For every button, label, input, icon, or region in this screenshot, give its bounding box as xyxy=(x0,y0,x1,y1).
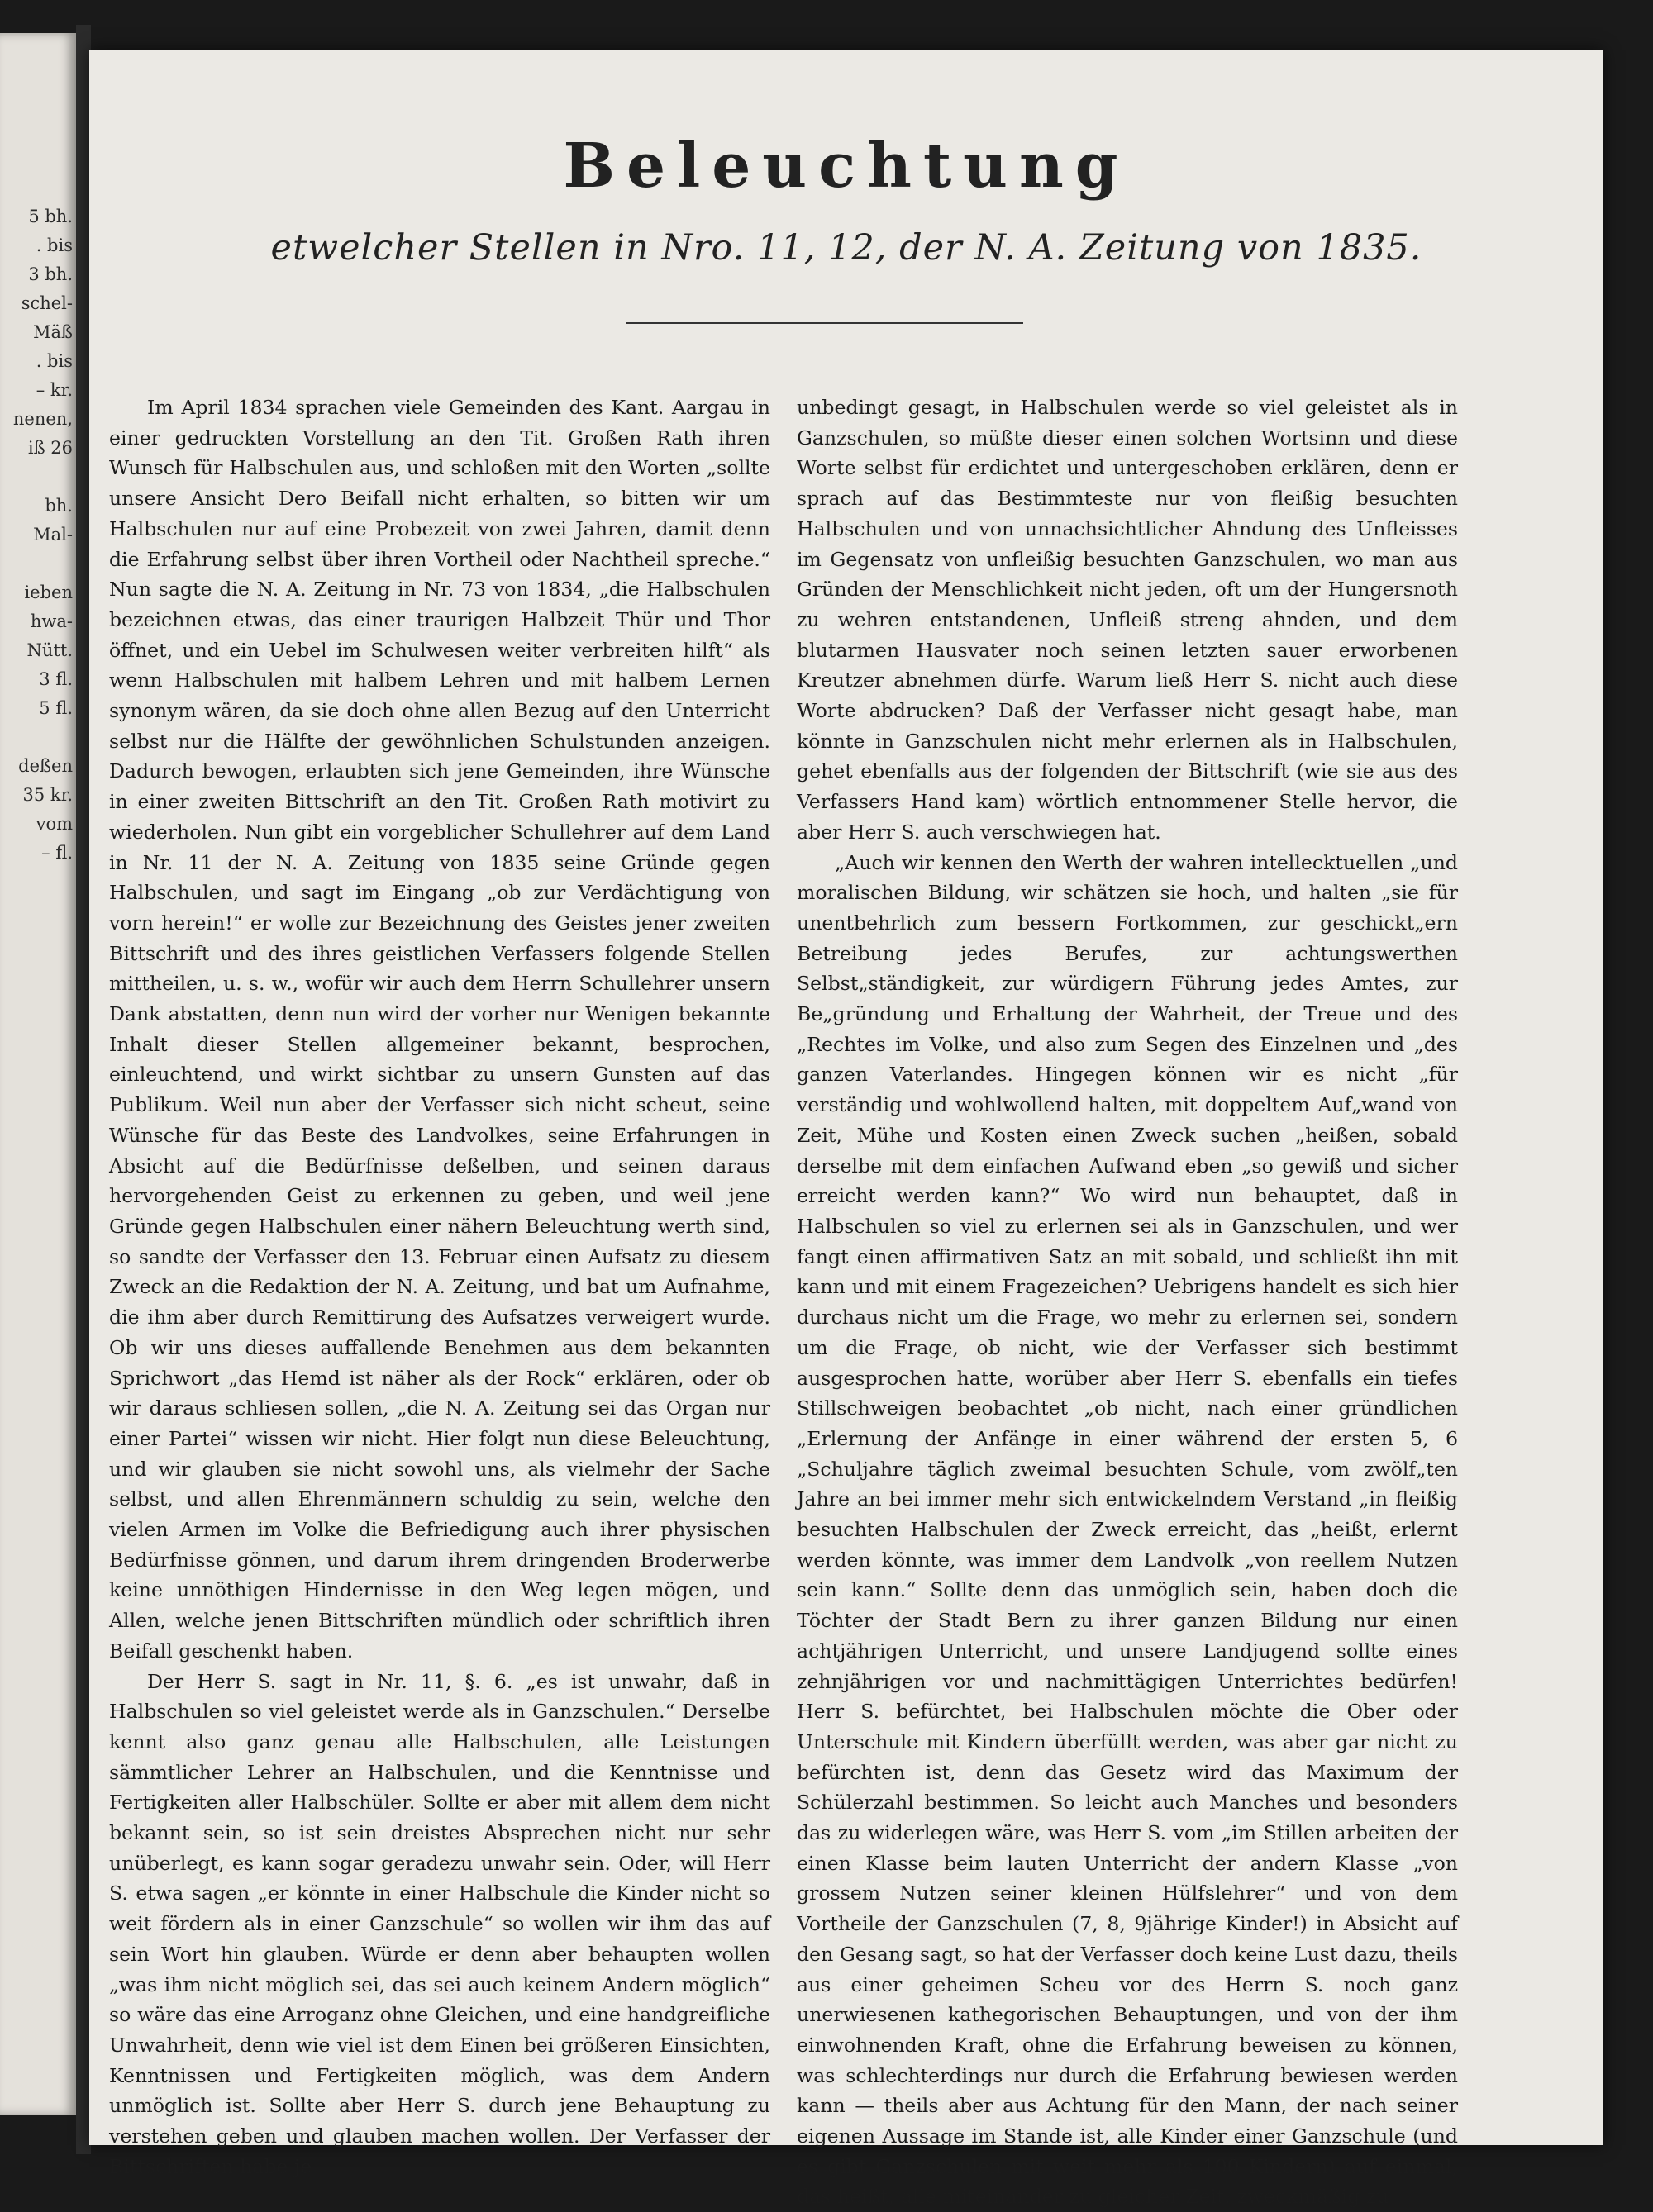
margin-snippet xyxy=(2,463,73,492)
right-paragraph-1: unbedingt gesagt, in Halbschulen werde so viel geleistet als in Ganzschulen, so müßte dieser einen solchen Wortsinn und diese Worte selbst für erdichtet und untergeschoben erklären, denn er sprach auf das Bestimmteste nur von fleißig besuchten Halbschulen und von unnachsichtlicher Ahndung des Unfleisses im Gegensatz von unfleißig besuchten Ganzschulen, wo man aus Gründen der Menschlichkeit nicht jeden, oft um der Hungersnoth zu wehren entstandenen, Unfleiß streng ahnden, und dem blutarmen Hausvater noch seinen letzten sauer erworbenen Kreutzer abnehmen dürfe. Warum ließ Herr S. nicht auch diese Worte abdrucken? Daß der Verfasser nicht gesagt habe, man könnte in Ganzschulen nicht mehr erlernen als in Halbschulen, gehet ebenfalls aus der folgenden der Bittschrift (wie sie aus des Verfassers Hand kam) wörtlich entnommener Stelle hervor, die aber Herr S. auch verschwiegen hat. xyxy=(797,396,1458,844)
right-column xyxy=(797,392,1458,2209)
left-column xyxy=(109,392,770,2178)
margin-snippet: 35 kr. xyxy=(22,785,73,805)
page-title: Beleuchtung xyxy=(563,131,1130,202)
margin-snippet: – kr. xyxy=(36,380,73,400)
margin-snippet: nenen, xyxy=(12,409,73,429)
margin-snippet: Mal- xyxy=(33,525,73,545)
margin-snippet: 5 fl. xyxy=(39,698,73,718)
adjacent-page-edge xyxy=(0,33,76,2115)
left-paragraph-2: Der Herr S. sagt in Nr. 11, §. 6. „es ist unwahr, daß in Halbschulen so viel geleistet werde als in Ganzschulen.“ Derselbe kennt also ganz genau alle Halbschulen, alle Leistungen sämmtlicher Lehrer an Halbschulen, und die Kenntnisse und Fertigkeiten aller Halbschüler. Sollte er aber mit allem dem nicht bekannt sein, so ist sein dreistes Absprechen nicht nur sehr unüberlegt, es kann sogar geradezu unwahr sein. Oder, will Herr S. etwa sagen „er könnte in einer Halbschule die Kinder nicht so weit fördern als in einer Ganzschule“ so wollen wir ihm das auf sein Wort hin glauben. Würde er denn aber behaupten wollen „was ihm nicht möglich sei, das sei auch keinem Andern möglich“ so wäre das eine Arroganz ohne Gleichen, und eine handgreifliche Unwahrheit, denn wie viel ist dem Einen bei größeren Einsichten, Kenntnissen und Fertigkeiten möglich, was dem Andern unmöglich ist. Sollte aber Herr S. durch jene Behauptung zu verstehen geben und glauben machen wollen. Der Verfasser der Bittschriften habe je xyxy=(109,1669,770,2178)
margin-snippet: schel- xyxy=(21,293,73,313)
adjacent-page-snippets xyxy=(2,202,73,868)
margin-snippet: bh. xyxy=(45,496,73,516)
margin-snippet: . bis xyxy=(36,235,73,255)
margin-snippet: 3 fl. xyxy=(39,669,73,689)
margin-snippet: ieben xyxy=(24,583,73,602)
margin-snippet: Nütt. xyxy=(26,640,73,660)
margin-snippet: Mäß xyxy=(32,322,73,342)
title-divider xyxy=(626,322,1023,324)
margin-snippet: . bis xyxy=(36,351,73,371)
margin-snippet xyxy=(2,723,73,752)
margin-snippet xyxy=(2,549,73,578)
left-paragraph-1: Im April 1834 sprachen viele Gemeinden des Kant. Aargau in einer gedruckten Vorstellung an den Tit. Großen Rath ihren Wunsch für Halbschulen aus, und schloßen mit den Worten „sollte unsere Ansicht Dero Beifall nicht erhalten, so bitten wir um Halbschulen nur auf eine Probezeit von zwei Jahren, damit denn die Erfahrung selbst über ihren Vortheil oder Nachtheil spreche.“ Nun sagte die N. A. Zeitung in Nr. 73 von 1834, „die Halbschulen bezeichnen etwas, das einer traurigen Halbzeit Thür und Thor öffnet, und ein Uebel im Schulwesen weiter verbreiten hilft“ als wenn Halbschulen mit halbem Lehren und mit halbem Lernen synonym wären, da sie doch ohne allen Bezug auf den Unterricht selbst nur die Hälfte der gewöhnlichen Schulstunden anzeigen. Dadurch bewogen, erlaubten sich jene Gemeinden, ihre Wünsche in einer zweiten Bittschrift an den Tit. Großen Rath motivirt zu wiederholen. Nun gibt ein vorgeblicher Schullehrer auf dem Land in Nr. 11 der N. A. Zeitung von 1835 seine Gründe gegen Halbschulen, und sagt im Eingang „ob zur Verdächtigung von vorn herein!“ er wolle zur Bezeichnung des Geistes jener zweiten Bittschrift und des ihres geistlichen Verfassers folgende Stellen mittheilen, u. s. w., wofür wir auch dem Herrn Schullehrer unsern Dank abstatten, denn nun wird der vorher nur Wenigen bekannte Inhalt dieser Stellen allgemeiner bekannt, besprochen, einleuchtend, und wirkt sichtbar zu unsern Gunsten auf das Publikum. Weil nun aber der Verfasser sich nicht scheut, seine Wünsche für das Beste des Landvolkes, seine Erfahrungen in Absicht auf die Bedürfnisse deßelben, und seinen daraus hervorgehenden Geist zu erkennen zu geben, und weil jene Gründe gegen Halbschulen einer nähern Beleuchtung werth sind, so sandte der Verfasser den 13. Februar einen Aufsatz zu diesem Zweck an die Redaktion der N. A. Zeitung, und bat um Aufnahme, die ihm aber durch Remittirung des Aufsatzes verweigert wurde. Ob wir uns dieses auffallende Benehmen aus dem bekannten Sprichwort „das Hemd ist näher als der Rock“ erklären, oder ob wir daraus schliesen sollen, „die N. A. Zeitung sei das Organ nur einer Partei“ wissen wir nicht. Hier folgt nun diese Beleuchtung, und wir glauben sie nicht sowohl uns, als vielmehr der Sache selbst, und allen Ehrenmännern schuldig zu sein, welche den vielen Armen im Volke die Befriedigung auch ihrer physischen Bedürfnisse gönnen, und darum ihrem dringenden Broderwerbe keine unnöthigen Hindernisse in den Weg legen mögen, und Allen, welche jenen Bittschriften mündlich oder schriftlich ihren Beifall geschenkt haben. xyxy=(109,396,770,1663)
margin-snippet: iß 26 xyxy=(27,438,73,458)
margin-snippet: hwa- xyxy=(30,611,73,631)
newspaper-page xyxy=(89,50,1603,2209)
page-subtitle: etwelcher Stellen in Nro. 11, 12, der N. A. Zeitung von 1835. xyxy=(270,227,1422,269)
margin-snippet: 5 bh. xyxy=(28,207,73,226)
margin-snippet: 3 bh. xyxy=(28,264,73,284)
margin-snippet: vom xyxy=(36,814,73,834)
margin-snippet: deßen xyxy=(18,756,73,776)
margin-snippet: – fl. xyxy=(41,843,73,863)
right-paragraph-2: „Auch wir kennen den Werth der wahren intellecktuellen „und moralischen Bildung, wir schätzen sie hoch, und halten „sie für unentbehrlich zum bessern Fortkommen, zur geschickt„ern Betreibung jedes Berufes, zur achtungswerthen Selbst„ständigkeit, zur würdigern Führung jedes Amtes, zur Be„gründung und Erhaltung der Wahrheit, der Treue und des „Rechtes im Volke, und also zum Segen des Einzelnen und „des ganzen Vaterlandes. Hingegen können wir es nicht „für verständig und wohlwollend halten, mit doppeltem Auf„wand von Zeit, Mühe und Kosten einen Zweck suchen „heißen, sobald derselbe mit dem einfachen Aufwand eben „so gewiß und sicher erreicht werden kann?“ Wo wird nun behauptet, daß in Halbschulen so viel zu erlernen sei als in Ganzschulen, und wer fangt einen affirmativen Satz an mit sobald, und schließt ihn mit kann und mit einem Fragezeichen? Uebrigens handelt es sich hier durchaus nicht um die Frage, wo mehr zu erlernen sei, sondern um die Frage, ob nicht, wie der Verfasser sich bestimmt ausgesprochen hatte, worüber aber Herr S. ebenfalls ein tiefes Stillschweigen beobachtet „ob nicht, nach einer gründlichen „Erlernung der Anfänge in einer während der ersten 5, 6 „Schuljahre täglich zweimal besuchten Schule, vom zwölf„ten Jahre an bei immer mehr sich entwickelndem Verstand „in fleißig besuchten Halbschulen der Zweck erreicht, das „heißt, erlernt werden könnte, was immer dem Landvolk „von reellem Nutzen sein kann.“ Sollte denn das unmöglich sein, haben doch die Töchter der Stadt Bern zu ihrer ganzen Bildung nur einen achtjährigen Unterricht, und unsere Landjugend sollte eines zehnjährigen vor und nachmittägigen Unterrichtes bedürfen! Herr S. befürchtet, bei Halbschulen möchte die Ober oder Unterschule mit Kindern überfüllt werden, was aber gar nicht zu befürchten ist, denn das Gesetz wird das Maximum der Schülerzahl bestimmen. So leicht auch Manches und besonders das zu widerlegen wäre, was Herr S. vom „im Stillen arbeiten der einen Klasse beim lauten Unterricht der andern Klasse „von grossem Nutzen seiner kleinen Hülfslehrer“ und von dem Vortheile der Ganzschulen (7, 8, 9jährige Kinder!) in Absicht auf den Gesang sagt, so hat der Verfasser doch keine Lust dazu, theils aus einer geheimen Scheu vor des Herrn S. noch ganz unerwiesenen kathegorischen Behauptungen, und von der ihm einwohnenden Kraft, ohne die Erfahrung beweisen zu können, was schlechterdings nur durch die Erfahrung bewiesen werden kann — theils aber aus Achtung für den Mann, der nach seiner eigenen Aussage im Stande ist, alle Kinder einer Ganzschule (und es gibt Ganzschulen mit weit mehr als 100 Kindern) auf einmal, das heißt, alle miteinander zu gleicher Zeit, zweckmäßig zu xyxy=(797,850,1458,2209)
